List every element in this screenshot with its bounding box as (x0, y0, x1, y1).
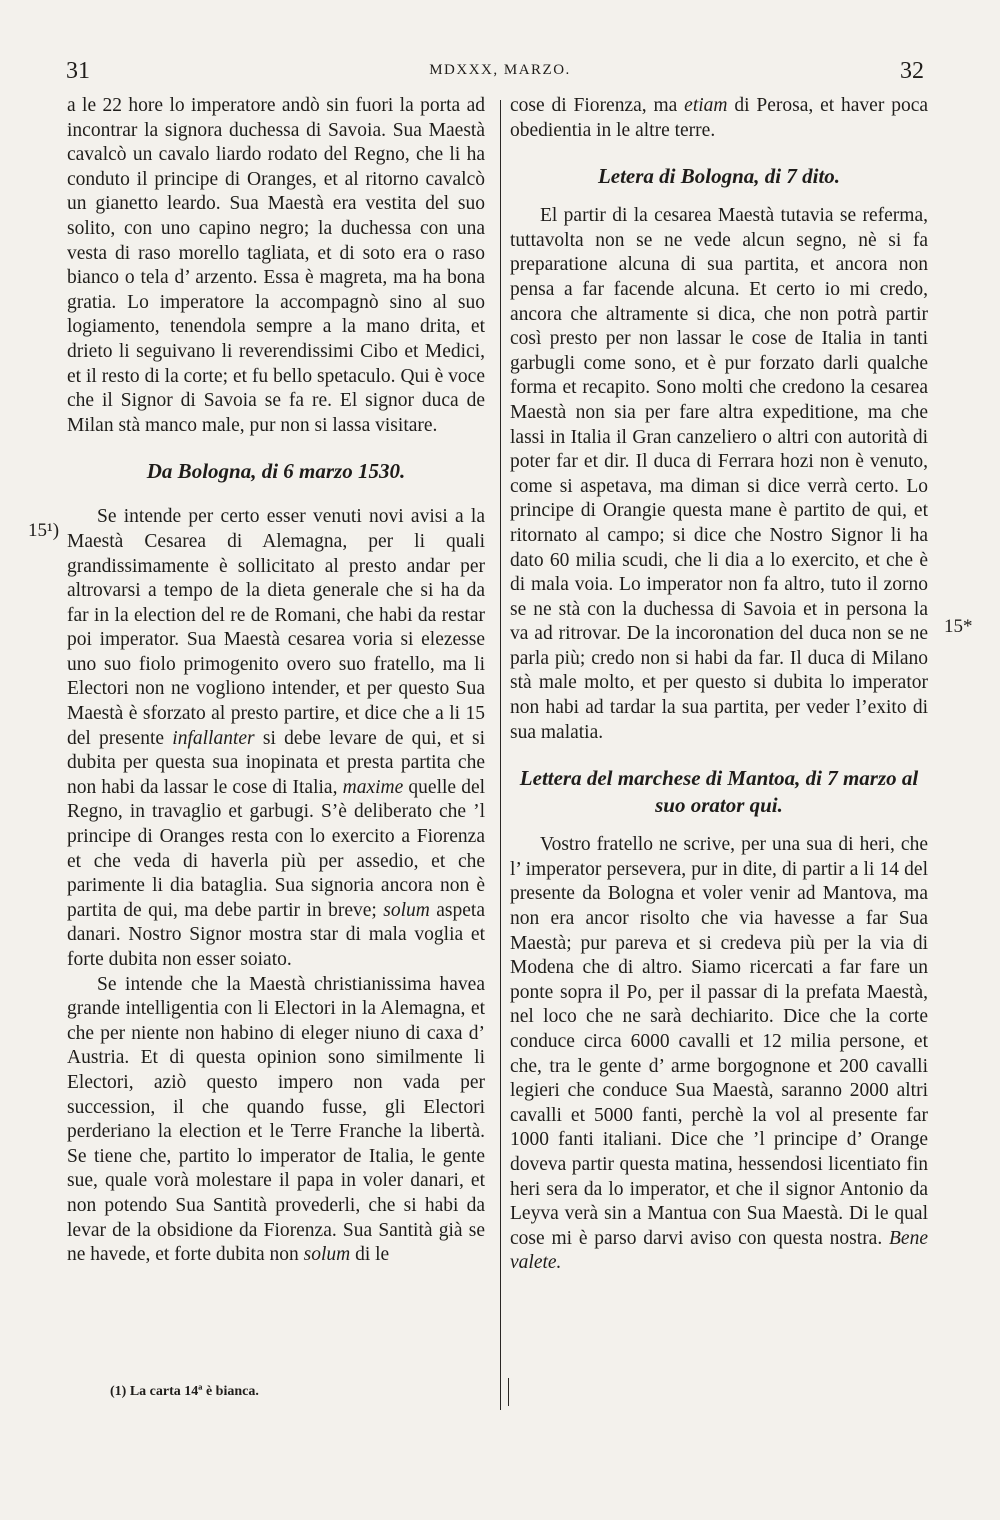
text-run: di Perosa, et haver poca obedientia in le altre terre. (510, 95, 928, 141)
margin-note-left: 15¹) (28, 520, 60, 541)
text-run: Se intende per certo esser venuti novi avisi a la Maestà Cesarea di Alemagna, per li quali grandissimamente è sollicitato al presto andar per altrovarsi a tempo de la dieta generale che si ha da far in la election del re de Romani, che habi da restar poi imperator. Sua Maestà cesarea voria si elezesse uno suo fiolo primogenito overo suo fratello, ma li Electori non ne vogliono intender, et per questo Sua Maestà è sforzato al presto partire, et dice che a li 15 del presente (67, 506, 485, 749)
section-heading: Da Bologna, di 6 marzo 1530. (146, 459, 406, 484)
paragraph (67, 505, 485, 972)
paragraph (510, 94, 928, 143)
text-run: aspeta danari. Nostro Signor mostra star di mala voglia et forte dubita non esser soiato. (67, 899, 485, 970)
left-column (67, 94, 485, 1268)
column-divider (500, 100, 501, 1410)
latin-term: etiam (684, 95, 728, 116)
margin-note-right: 15* (944, 616, 973, 637)
paragraph: a le 22 hore lo imperatore andò sin fuori la porta ad incontrar la signora duchessa di Savoia. Sua Maestà cavalcò un cavalo liardo rodato del Regno, che li ha conduto il principe di Oranges, et al ritorno cavalcò un gianetto leardo. Sua Maestà era vestita del suo solito, con uno capino negro; la duchessa con una vesta di raso morello tagliata, et di soto era o raso bianco o tela d’ arzento. Essa è magreta, ma ha bona gratia. Lo imperatore la accompagnò sino al suo logiamento, tenendola sempre a la mano drita, et drieto li seguivano li reverendissimi Cibo et Medici, et il resto di la corte; et fu bello spetaculo. Qui è voce che il Signor di Savoia se fa re. El signor duca de Milan stà manco male, pur non si lassa visitare. (67, 95, 485, 436)
text-run: quelle del Regno, in travaglio et garbugi. S’è deliberato che ’l principe di Oranges resta con lo exercito a Fiorenza et che veda di haverla più per assedio, et che parimente li dia bataglia. Sua signoria ancora non è partita de qui, ma debe partir in breve; (67, 776, 486, 921)
text-run: Vostro fratello ne scrive, per una sua di heri, che l’ imperator persevera, pur in dite, di partir a li 14 del presente da Bologna et voler venir ad Mantova, ma non era ancor risolto che via havesse a far Sua Maestà; pur pareva et si credeva più per la via di Modena che di altro. Siamo ricercati a far fare un ponte sopra il Po, per il passar di la prefata Maestà, nel loco che ne sarà dechiarito. Dice che la corte conduce circa 6000 cavalli et 12 milia persone, et che, tra le gente d’ arme borgognone et 200 cavalli legieri che conduce Sua Maestà, saranno 2000 altri cavalli et 5000 fanti, perchè la vol al presente far 1000 fanti italiani. Dice che ’l principe d’ Orange doveva partir questa matina, hessendosi licentiato fin heri sera da lo imperator, et che il signor Antonio da Leyva verà sin a Mantua con Sua Maestà. Di le qual cose mi è parso darvi aviso con questa nostra. (510, 834, 928, 1249)
page-number-left: 31 (66, 58, 90, 84)
right-column-text (510, 94, 928, 1276)
closing-formula: Bene valete. (510, 1227, 928, 1274)
paragraph: El partir di la cesarea Maestà tutavia se referma, tuttavolta non se ne vede alcun segno, nè si fa preparatione alcuna di sua partita, et ancora non pensa a far facende alcuna. Et certo io mi credo, ancora che altramente si dica, che non potrà partir così presto per non lassar le cose de Italia in tanti garbugli come sono, et è pur forzato darli qualche forma et recapito. Sono molti che credono la cesarea Maestà non sia per fare altra expeditione, ma che lassi in Italia il Gran canzeliero o altri con autorità di poter far et dir. Il duca di Ferrara hozi non è venuto, come si aspetava, ma diman si dice verrà certo. Lo principe di Orangie questa mane è partito de qui, et ritornato al campo; si dice che Nostro Signor li ha dato 60 milia scudi, che li dia a lo exercito, et che è di mala voia. Lo imperator non fa altro, tuto il zorno se ne stà con la duchessa di Savoia et in persona la va ad ritrovar. De la incoronation del duca non se ne parla più; credo non si habi da far. Il duca di Milano stà male molto, et per questo si dubita lo imperator non habi ad tardar la sua partita, per veder l’exito di sua malatia. (510, 205, 928, 743)
section-heading: Lettera del marchese di Mantoa, di 7 marzo al suo orator qui. (519, 766, 919, 818)
footnote: (1) La carta 14ª è bianca. (110, 1384, 259, 1399)
latin-term: infallanter (172, 727, 255, 749)
section-heading: Letera di Bologna, di 7 dito. (597, 164, 841, 189)
text-run: di le (355, 1244, 390, 1266)
right-column (510, 94, 928, 1276)
text-run: Se intende che la Maestà christianissima havea grande intelligentia con li Electori in la Alemagna, et che per niente non habino di eleger niuno di caxa d’ Austria. Et di questa opinion sono similmente li Electori, aziò questo impero non vada per succession, il che quando fusse, gli Electori perderiano la election et le Terre Franche la libertà. Se tiene che, partito lo imperator de Italia, le gente sue, quale vorà molestare il papa in voler danari, et non potendo Sua Santità provederli, che si habi da levar de la obsidione da Fiorenza. Sua Santità già se ne havede, et forte dubita non (67, 973, 485, 1266)
latin-term: maxime (342, 776, 404, 798)
paragraph (67, 973, 485, 1268)
latin-term: solum (383, 899, 430, 921)
footnote-divider (508, 1378, 509, 1406)
paragraph (510, 833, 928, 1276)
text-run: si debe levare de qui, et si dubita per questa sua inopinata et presta partita che non habi da lassar le cose di Italia, (67, 727, 486, 798)
latin-term: solum (303, 1244, 351, 1266)
running-title: MDXXX, MARZO. (429, 62, 571, 78)
left-column-text (67, 94, 485, 1268)
page-number-right: 32 (900, 58, 924, 84)
text-run: cose di Fiorenza, ma (510, 95, 678, 116)
